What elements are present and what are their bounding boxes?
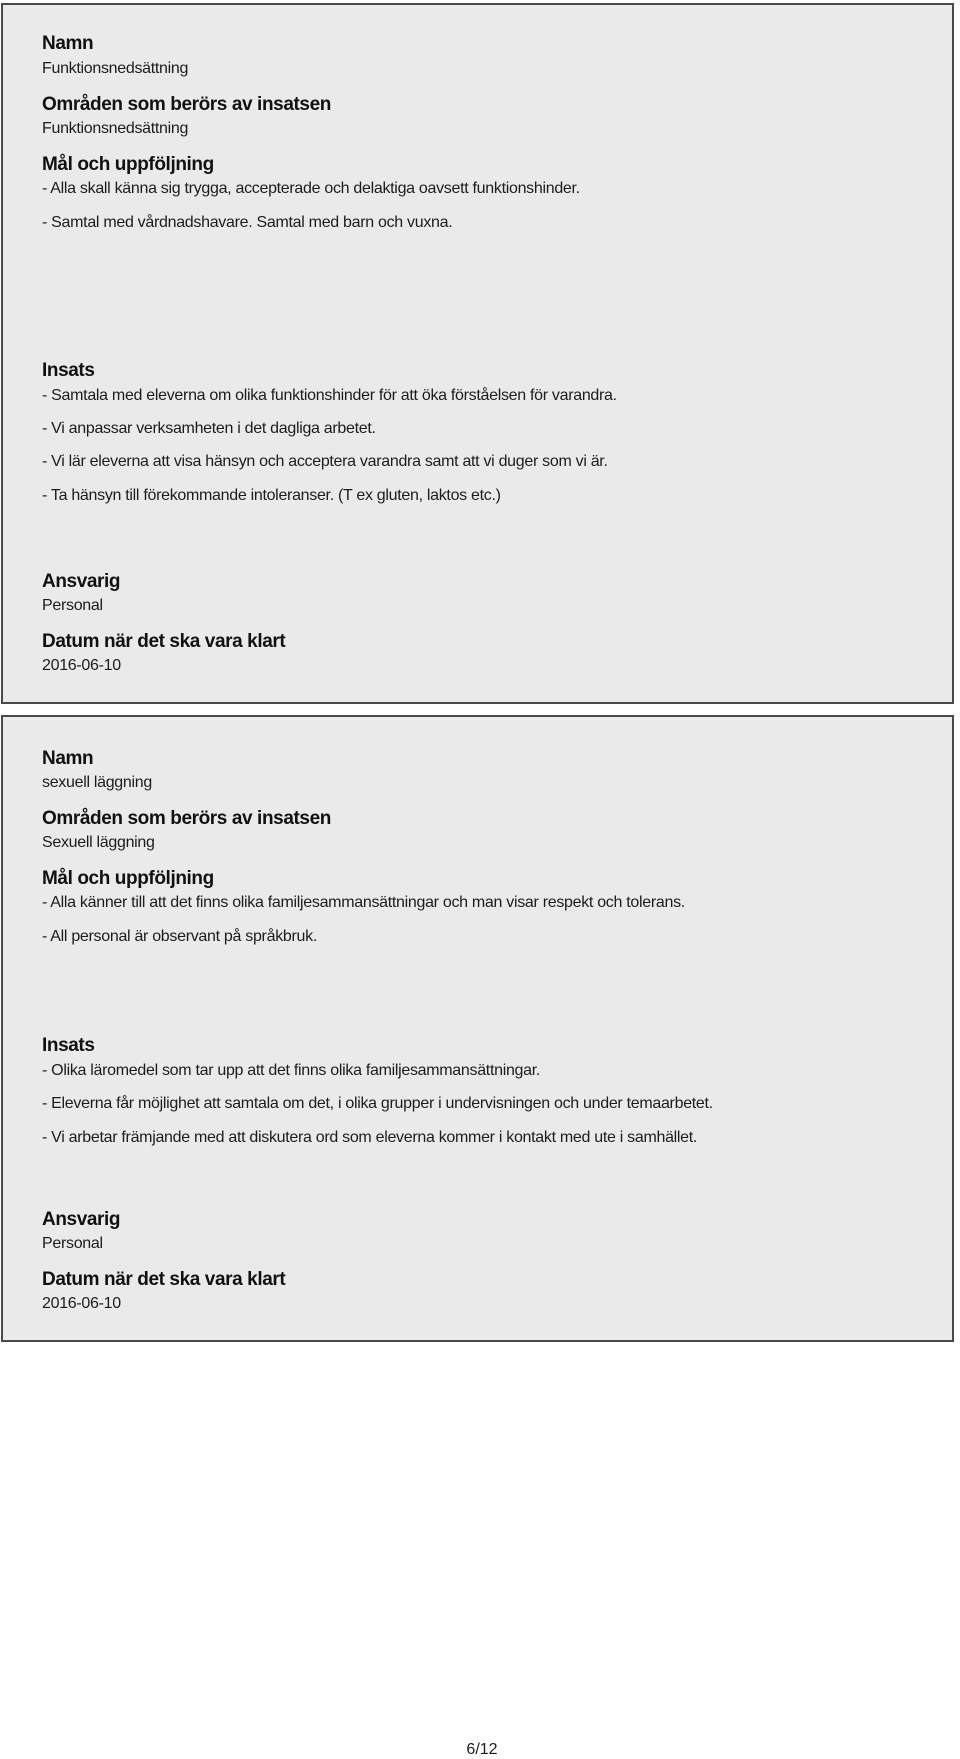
responsible-heading: Ansvarig xyxy=(42,1209,121,1230)
goal-item: - Alla skall känna sig trygga, accepterade och delaktiga oavsett funktionshinder. xyxy=(42,180,580,197)
actions-heading: Insats xyxy=(42,1035,95,1056)
date-heading: Datum när det ska vara klart xyxy=(42,1269,286,1290)
goals-heading: Mål och uppföljning xyxy=(42,868,214,889)
name-heading: Namn xyxy=(42,748,94,769)
responsible-value: Personal xyxy=(42,597,103,614)
goal-item: - All personal är observant på språkbruk. xyxy=(42,928,317,945)
date-value: 2016-06-10 xyxy=(42,1295,121,1312)
goal-item: - Samtal med vårdnadshavare. Samtal med barn och vuxna. xyxy=(42,214,453,231)
action-item: - Samtala med eleverna om olika funktionshinder för att öka förståelsen för varandra. xyxy=(42,387,617,404)
name-value: sexuell läggning xyxy=(42,774,152,791)
page-number-container xyxy=(0,1741,960,1759)
plan-section-1 xyxy=(1,3,954,704)
action-item: - Ta hänsyn till förekommande intoleranser. (T ex gluten, laktos etc.) xyxy=(42,487,501,504)
responsible-heading: Ansvarig xyxy=(42,571,121,592)
responsible-value: Personal xyxy=(42,1235,103,1252)
date-heading: Datum när det ska vara klart xyxy=(42,631,286,652)
action-item: - Eleverna får möjlighet att samtala om det, i olika grupper i undervisningen och under temaarbetet. xyxy=(42,1095,713,1112)
goal-item: - Alla känner till att det finns olika familjesammansättningar och man visar respekt och tolerans. xyxy=(42,894,685,911)
areas-value: Funktionsnedsättning xyxy=(42,120,189,137)
action-item: - Vi lär eleverna att visa hänsyn och acceptera varandra samt att vi duger som vi är. xyxy=(42,453,608,470)
name-heading: Namn xyxy=(42,33,94,54)
date-value: 2016-06-10 xyxy=(42,657,121,674)
actions-heading: Insats xyxy=(42,360,95,381)
areas-heading: Områden som berörs av insatsen xyxy=(42,94,331,115)
name-value: Funktionsnedsättning xyxy=(42,60,189,77)
action-item: - Olika läromedel som tar upp att det finns olika familjesammansättningar. xyxy=(42,1062,541,1079)
goals-heading: Mål och uppföljning xyxy=(42,154,214,175)
page-number: 6/12 xyxy=(466,1741,498,1758)
areas-heading: Områden som berörs av insatsen xyxy=(42,808,331,829)
plan-section-2 xyxy=(1,715,954,1342)
action-item: - Vi arbetar främjande med att diskutera ord som eleverna kommer i kontakt med ute i samhället. xyxy=(42,1129,698,1146)
action-item: - Vi anpassar verksamheten i det dagliga arbetet. xyxy=(42,420,376,437)
areas-value: Sexuell läggning xyxy=(42,834,155,851)
